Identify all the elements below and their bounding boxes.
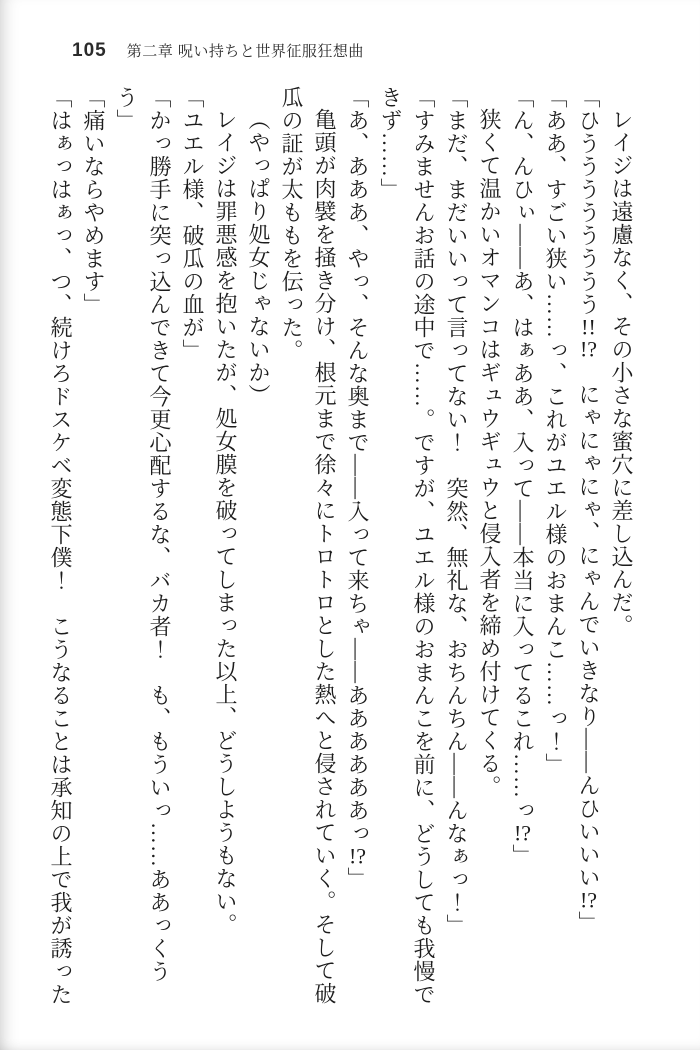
text-column: 狭くて温かいオマンコはギュウギュウと侵入者を締め付けてくる。 [477,108,502,798]
text-column: 「痛いならやめます」 [81,86,106,316]
tate-chu-yoko: !! [581,316,596,338]
running-head [72,40,364,62]
tate-chu-yoko: !? [579,338,598,360]
text-column: レイジは遠慮なく、その小さな蜜穴に差し込んだ。 [609,108,634,637]
text-column: レイジは罪悪感を抱いたが、処女膜を破ってしまった以上、どうしようもない。 [213,108,238,936]
chapter-title: 第二章 呪い持ちと世界征服狂想曲 [126,43,364,60]
text-column: 「ああ、すごい狭い……っ、これがユエル様のおまんこ……っ！」 [543,86,568,776]
text-column: 「あ、あああ、やっ、そんな奥まで——入って来ちゃ——ああああああっ!?」 [345,86,370,890]
text-column: 「すみませんお話の途中で……。ですが、ユエル様のおまんこを前に、どうしても我慢できず……」 [378,86,436,1006]
page-number: 105 [72,40,107,61]
text-columns [44,86,638,1012]
text-column: 「ユエル様、破瓜の血が」 [180,86,205,362]
text-column: 「まだ、まだいいって言ってない！ 突然、無礼な、おちんちん——んなぁっ！」 [444,86,469,937]
tate-chu-yoko: !? [579,889,598,911]
text-column: 「ん、んひぃ——あ、はぁああ、入って——本当に入ってるこれ……っ!?」 [510,86,535,867]
tate-chu-yoko: !? [348,845,367,867]
tate-chu-yoko: !? [513,822,532,844]
text-column: 「かっ勝手に突っ込んできて今更心配するな、バカ者！ も、もういっ……ああっくうう」 [114,86,172,983]
text-column: 「はぁっはぁっ、つ、続けろドスケベ変態下僕！ こうなることは承知の上で我が誘った [48,86,73,1006]
text-column: （やっぱり処女じゃないか） [246,108,271,407]
text-column: 「ひうううううううう!!!? にゃにゃにゃ、にゃんでいきなり——んひいいい!?」 [576,86,601,934]
text-column: 亀頭が肉襞を掻き分け、根元まで徐々にトロトロとした熱へと侵されていく。そして破瓜の証が太ももを伝った。 [279,86,337,1005]
